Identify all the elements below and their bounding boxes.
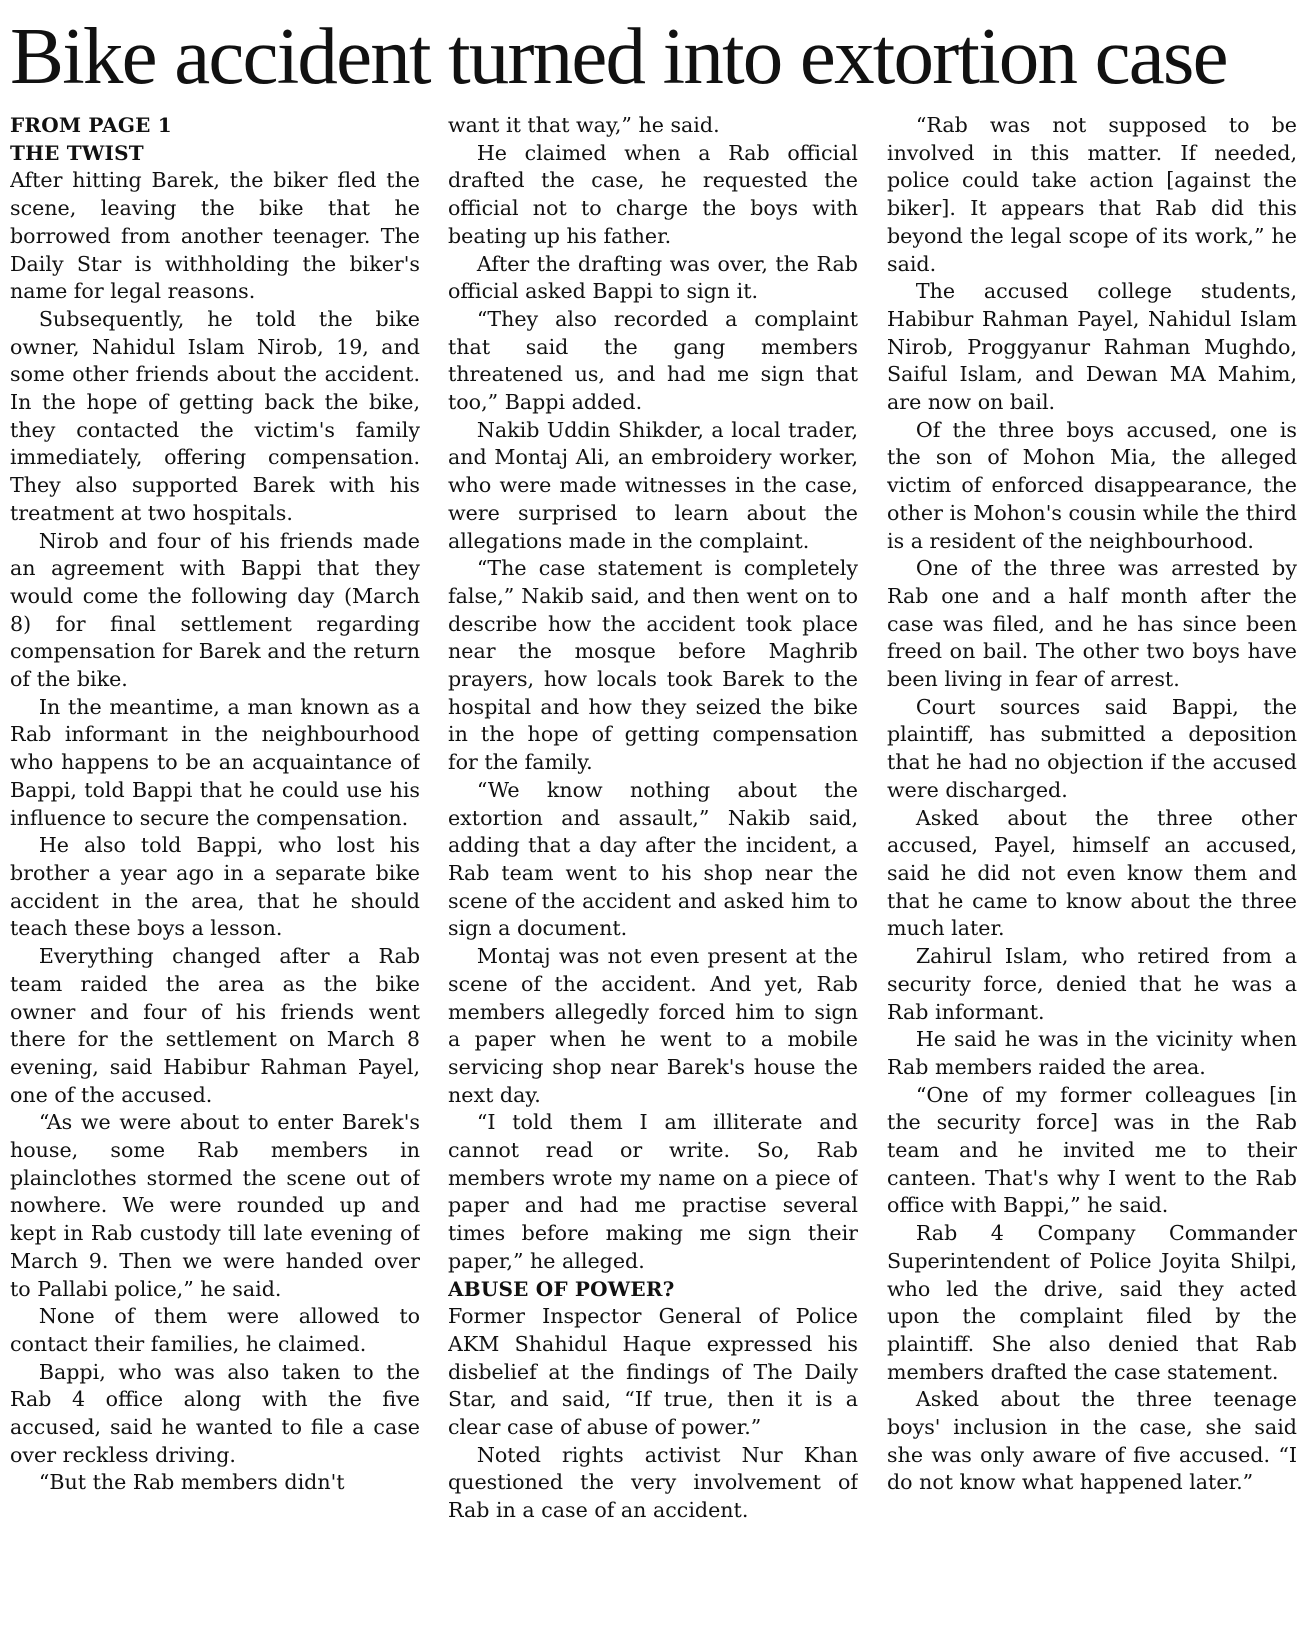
- headline: Bike accident turned into extortion case: [10, 11, 1227, 101]
- paragraph: Asked about the three teenage boys' inclusion in the case, she said she was only aware of five accused. “I do not know what happened later.”: [887, 1387, 1297, 1495]
- paragraph: After hitting Barek, the biker fled the scene, leaving the bike that he borrowed from another teenager. The Daily Star is withholding the biker's name for legal reasons.: [10, 168, 420, 304]
- paragraph: After the drafting was over, the Rab official asked Bappi to sign it.: [448, 251, 858, 304]
- paragraph: “But the Rab members didn't: [38, 1470, 345, 1495]
- paragraph: He also told Bappi, who lost his brother a year ago in a separate bike accident in the area, that he should teach these boys a lesson.: [10, 833, 420, 941]
- paragraph: The accused college students, Habibur Rahman Payel, Nahidul Islam Nirob, Proggyanur Rahman Mughdo, Saiful Islam, and Dewan MA Mahim, are now on bail.: [887, 279, 1297, 415]
- continuation-kicker: FROM PAGE 1: [10, 113, 172, 137]
- paragraph: None of them were allowed to contact their families, he claimed.: [10, 1304, 420, 1356]
- paragraph: “We know nothing about the extortion and assault,” Nakib said, adding that a day after the incident, a Rab team went to his shop near the scene of the accident and asked him to sign a document.: [448, 777, 858, 941]
- paragraph: Montaj was not even present at the scene of the accident. And yet, Rab members allegedly forced him to sign a paper when he went to a mobile servicing shop near Barek's house the next day.: [448, 944, 858, 1107]
- paragraph: “I told them I am illiterate and cannot read or write. So, Rab members wrote my name on a piece of paper and had me practise several times before making me sign their paper,” he alleged.: [448, 1110, 858, 1273]
- paragraph: In the meantime, a man known as a Rab informant in the neighbourhood who happens to be an acquaintance of Bappi, told Bappi that he could use his influence to secure the compensation.: [10, 694, 420, 830]
- paragraph: “One of my former colleagues [in the security force] was in the Rab team and he invited me to their canteen. That's why I went to the Rab office with Bappi,” he said.: [887, 1082, 1297, 1218]
- paragraph: Nirob and four of his friends made an agreement with Bappi that they would come the following day (March 8) for final settlement regarding compensation for Barek and the return of the bike.: [10, 528, 420, 692]
- article-column-2: [448, 112, 858, 1644]
- paragraph: Rab 4 Company Commander Superintendent of Police Joyita Shilpi, who led the drive, said they acted upon the complaint filed by the plaintiff. She also denied that Rab members drafted the case statement.: [887, 1221, 1297, 1384]
- paragraph: He claimed when a Rab official drafted the case, he requested the official not to charge the boys with beating up his father.: [448, 140, 858, 248]
- subhead-the-twist: THE TWIST: [10, 140, 144, 165]
- paragraph: Of the three boys accused, one is the son of Mohon Mia, the alleged victim of enforced disappearance, the other is Mohon's cousin while the third is a resident of the neighbourhood.: [887, 417, 1297, 553]
- article-column-3: [887, 112, 1297, 1644]
- paragraph: “Rab was not supposed to be involved in this matter. If needed, police could take action [against the biker]. It appears that Rab did this beyond the legal scope of its work,” he said.: [887, 113, 1297, 276]
- paragraph: Asked about the three other accused, Payel, himself an accused, said he did not even know them and that he came to know about the three much later.: [887, 805, 1297, 941]
- paragraph: Bappi, who was also taken to the Rab 4 office along with the five accused, said he wanted to file a case over reckless driving.: [10, 1359, 420, 1467]
- subhead-abuse-of-power: ABUSE OF POWER?: [448, 1276, 675, 1301]
- paragraph: One of the three was arrested by Rab one and a half month after the case was filed, and he has since been freed on bail. The other two boys have been living in fear of arrest.: [887, 556, 1297, 692]
- paragraph: “They also recorded a complaint that said the gang members threatened us, and had me sign that too,” Bappi added.: [448, 306, 858, 415]
- paragraph: Everything changed after a Rab team raided the area as the bike owner and four of his friends went there for the settlement on March 8 evening, said Habibur Rahman Payel, one of the accused.: [10, 944, 420, 1107]
- article-column-1: [10, 112, 420, 1644]
- paragraph: want it that way,” he said.: [448, 113, 720, 137]
- paragraph: Subsequently, he told the bike owner, Nahidul Islam Nirob, 19, and some other friends about the accident. In the hope of getting back the bike, they contacted the victim's family immediately, offering compensation. They also supported Barek with his treatment at two hospitals.: [10, 306, 420, 525]
- paragraph: He said he was in the vicinity when Rab members raided the area.: [887, 1027, 1297, 1079]
- paragraph: Nakib Uddin Shikder, a local trader, and Montaj Ali, an embroidery worker, who were made witnesses in the case, were surprised to learn about the allegations made in the complaint.: [448, 417, 858, 553]
- paragraph: Zahirul Islam, who retired from a security force, denied that he was a Rab informant.: [887, 944, 1297, 1024]
- paragraph: “The case statement is completely false,” Nakib said, and then went on to describe how the accident took place near the mosque before Maghrib prayers, how locals took Barek to the hospital and how they seized the bike in the hope of getting compensation for the family.: [448, 556, 858, 775]
- paragraph: Court sources said Bappi, the plaintiff, has submitted a deposition that he had no objection if the accused were discharged.: [887, 694, 1297, 802]
- paragraph: “As we were about to enter Barek's house, some Rab members in plainclothes stormed the scene out of nowhere. We were rounded up and kept in Rab custody till late evening of March 9. Then we were handed over to Pallabi police,” he said.: [10, 1110, 420, 1301]
- paragraph: Noted rights activist Nur Khan questioned the very involvement of Rab in a case of an accident.: [448, 1442, 858, 1523]
- paragraph: Former Inspector General of Police AKM Shahidul Haque expressed his disbelief at the findings of The Daily Star, and said, “If true, then it is a clear case of abuse of power.”: [448, 1304, 858, 1440]
